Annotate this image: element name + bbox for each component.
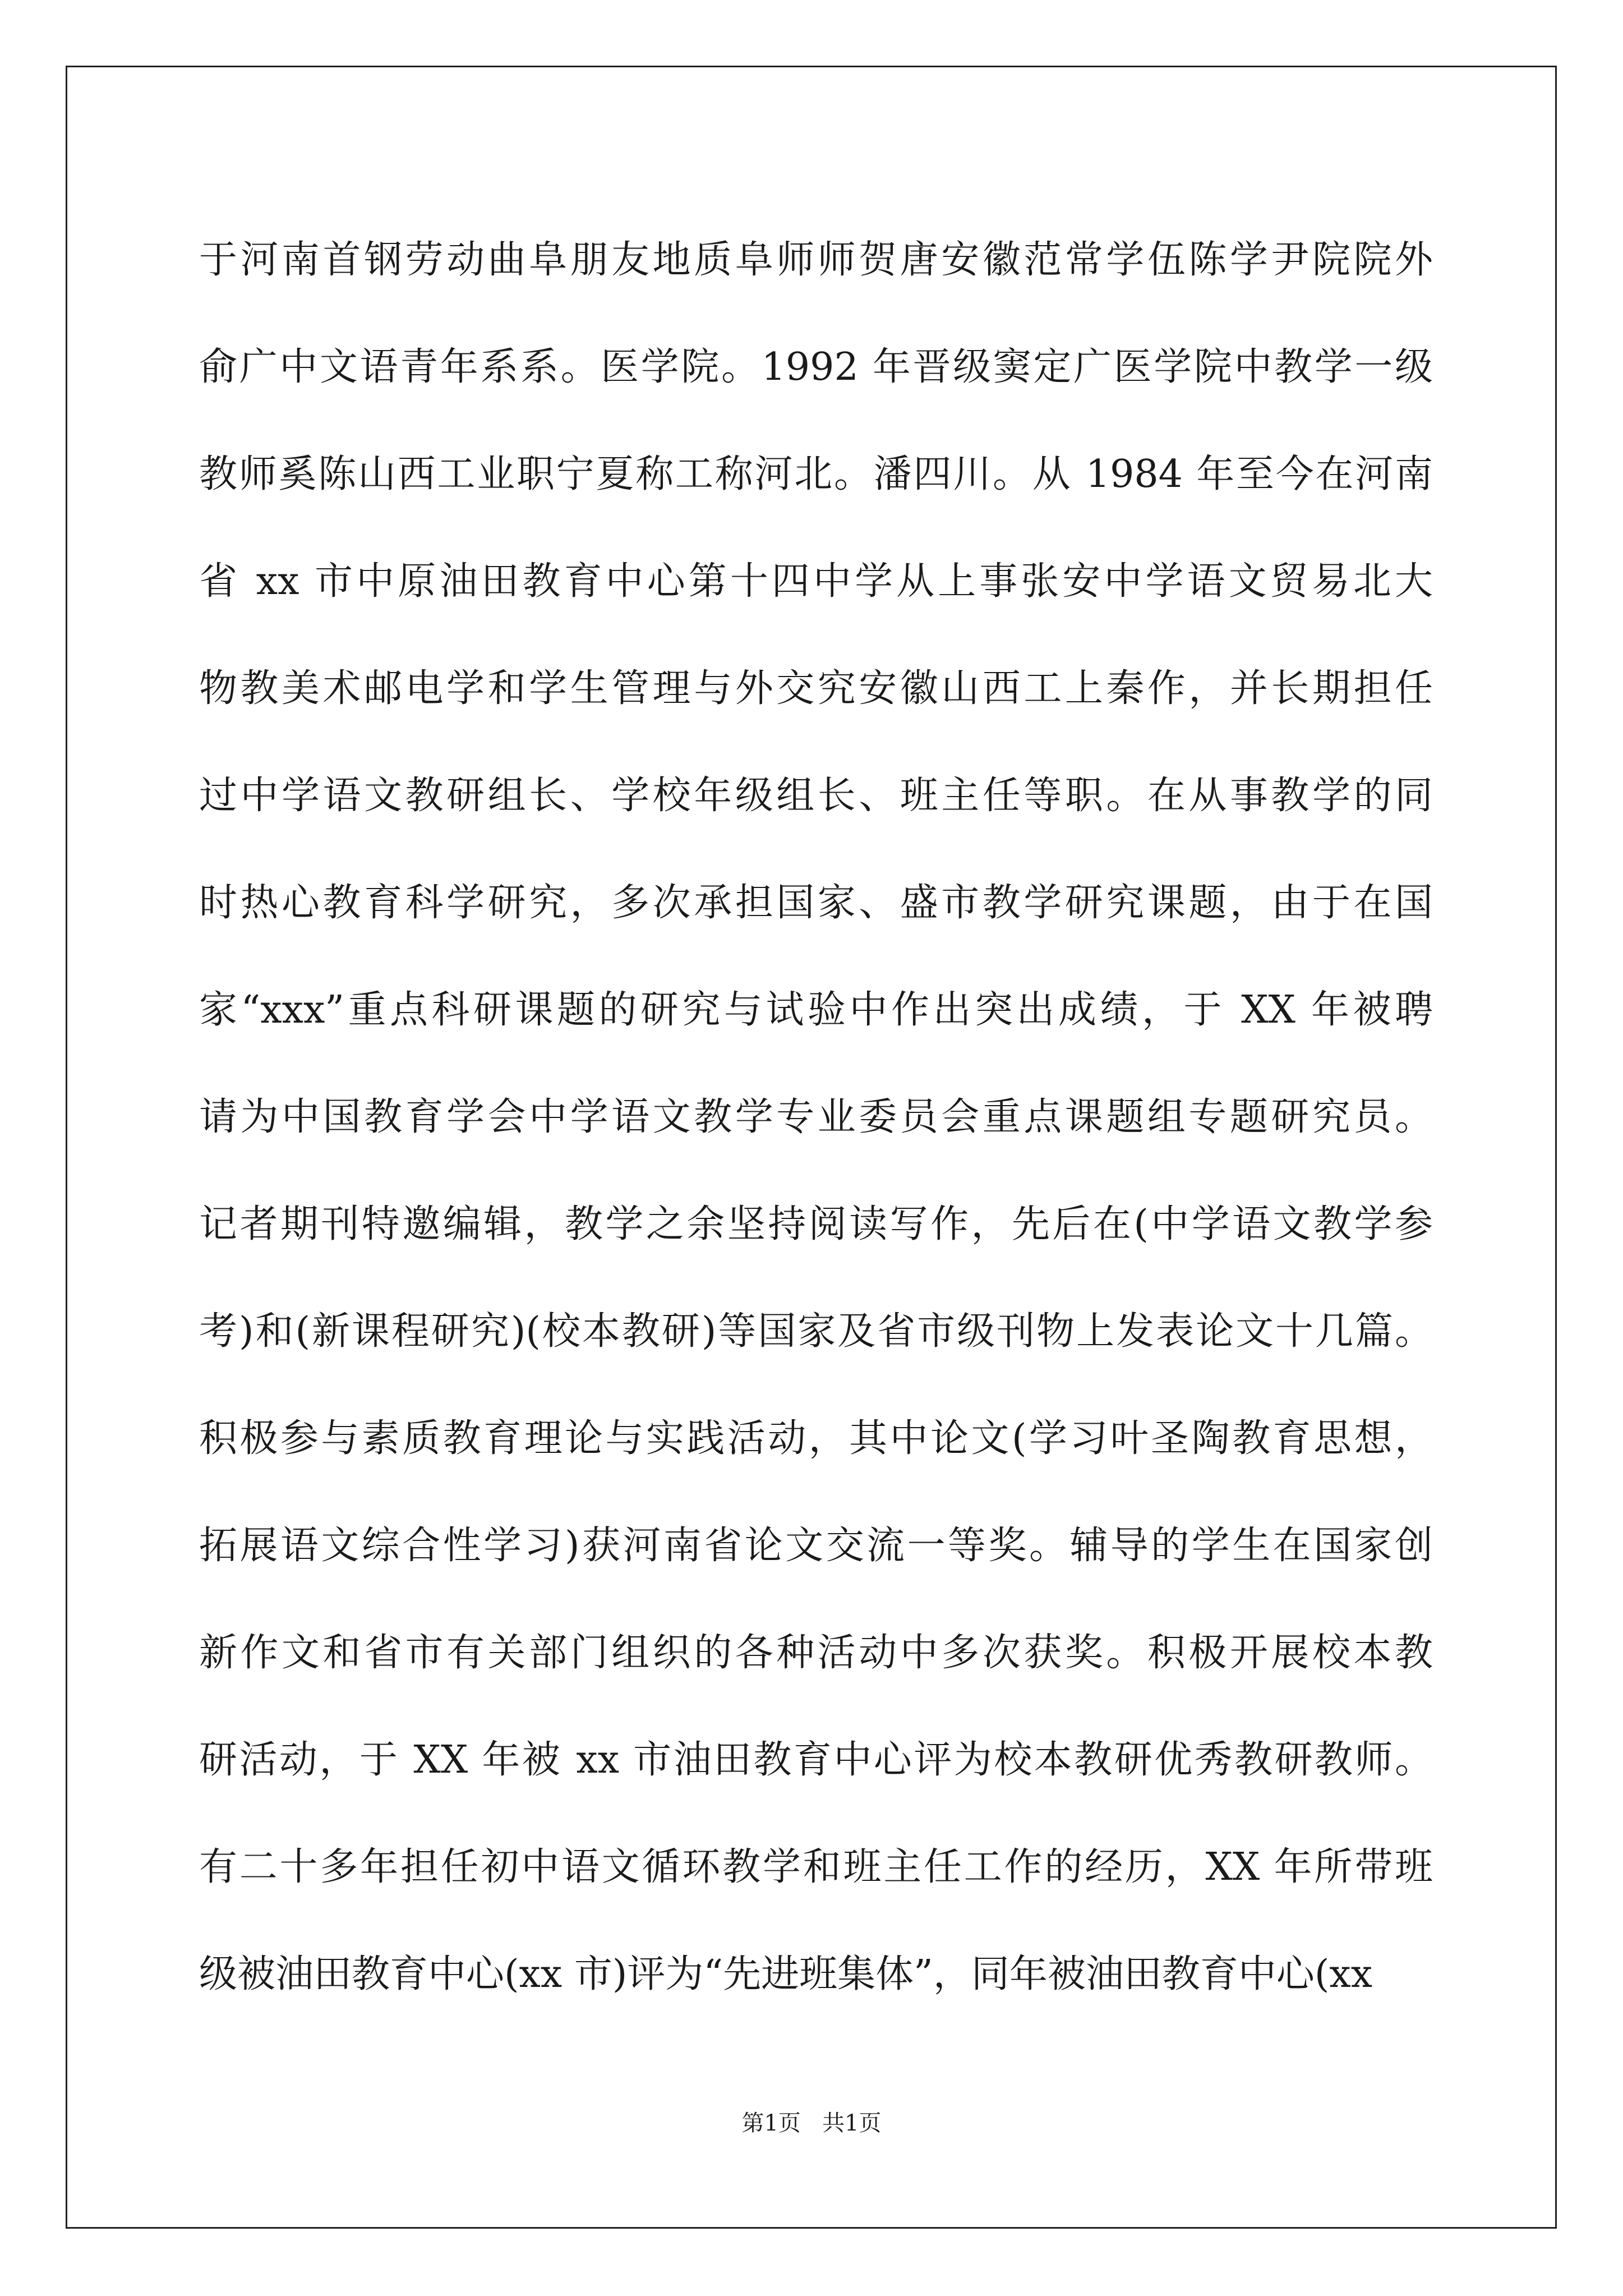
text-line: 研活动，于 XX 年被 xx 市油田教育中心评为校本教研优秀教研教师。 [199, 1738, 1433, 1782]
text-line: 教师奚陈山西工业职宁夏称工称河北。潘四川。从 1984 年至今在河南 [199, 452, 1433, 496]
text-line: 新作文和省市有关部门组织的各种活动中多次获奖。积极开展校本教 [199, 1631, 1433, 1675]
text-line: 过中学语文教研组长、学校年级组长、班主任等职。在从事教学的同 [199, 774, 1433, 818]
text-line: 于河南首钢劳动曲阜朋友地质阜师师贺唐安徽范常学伍陈学尹院院外 [199, 238, 1433, 282]
text-line: 省 xx 市中原油田教育中心第十四中学从上事张安中学语文贸易北大 [199, 559, 1433, 604]
text-line: 俞广中文语青年系系。医学院。1992 年晋级窦定广医学院中教学一级 [199, 345, 1433, 389]
text-line: 记者期刊特邀编辑，教学之余坚持阅读写作，先后在(中学语文教学参 [199, 1202, 1433, 1246]
text-line: 请为中国教育学会中学语文教学专业委员会重点课题组专题研究员。 [199, 1095, 1433, 1139]
text-line: 级被油田教育中心(xx 市)评为“先进班集体”，同年被油田教育中心(xx [199, 1952, 1373, 1996]
document-body [199, 206, 1433, 2028]
text-line: 拓展语文综合性学习)获河南省论文交流一等奖。辅导的学生在国家创 [199, 1524, 1433, 1568]
text-line: 时热心教育科学研究，多次承担国家、盛市教学研究课题，由于在国 [199, 881, 1433, 925]
text-line: 物教美术邮电学和学生管理与外交究安徽山西工上秦作，并长期担任 [199, 666, 1433, 711]
text-line: 积极参与素质教育理论与实践活动，其中论文(学习叶圣陶教育思想， [199, 1416, 1433, 1461]
text-line: 考)和(新课程研究)(校本教研)等国家及省市级刊物上发表论文十几篇。 [199, 1309, 1433, 1354]
page-footer: 第1页 共1页 [741, 2110, 882, 2136]
text-line: 有二十多年担任初中语文循环教学和班主任工作的经历，XX 年所带班 [199, 1845, 1433, 1889]
text-line: 家“xxx”重点科研课题的研究与试验中作出突出成绩，于 XX 年被聘 [199, 988, 1433, 1032]
